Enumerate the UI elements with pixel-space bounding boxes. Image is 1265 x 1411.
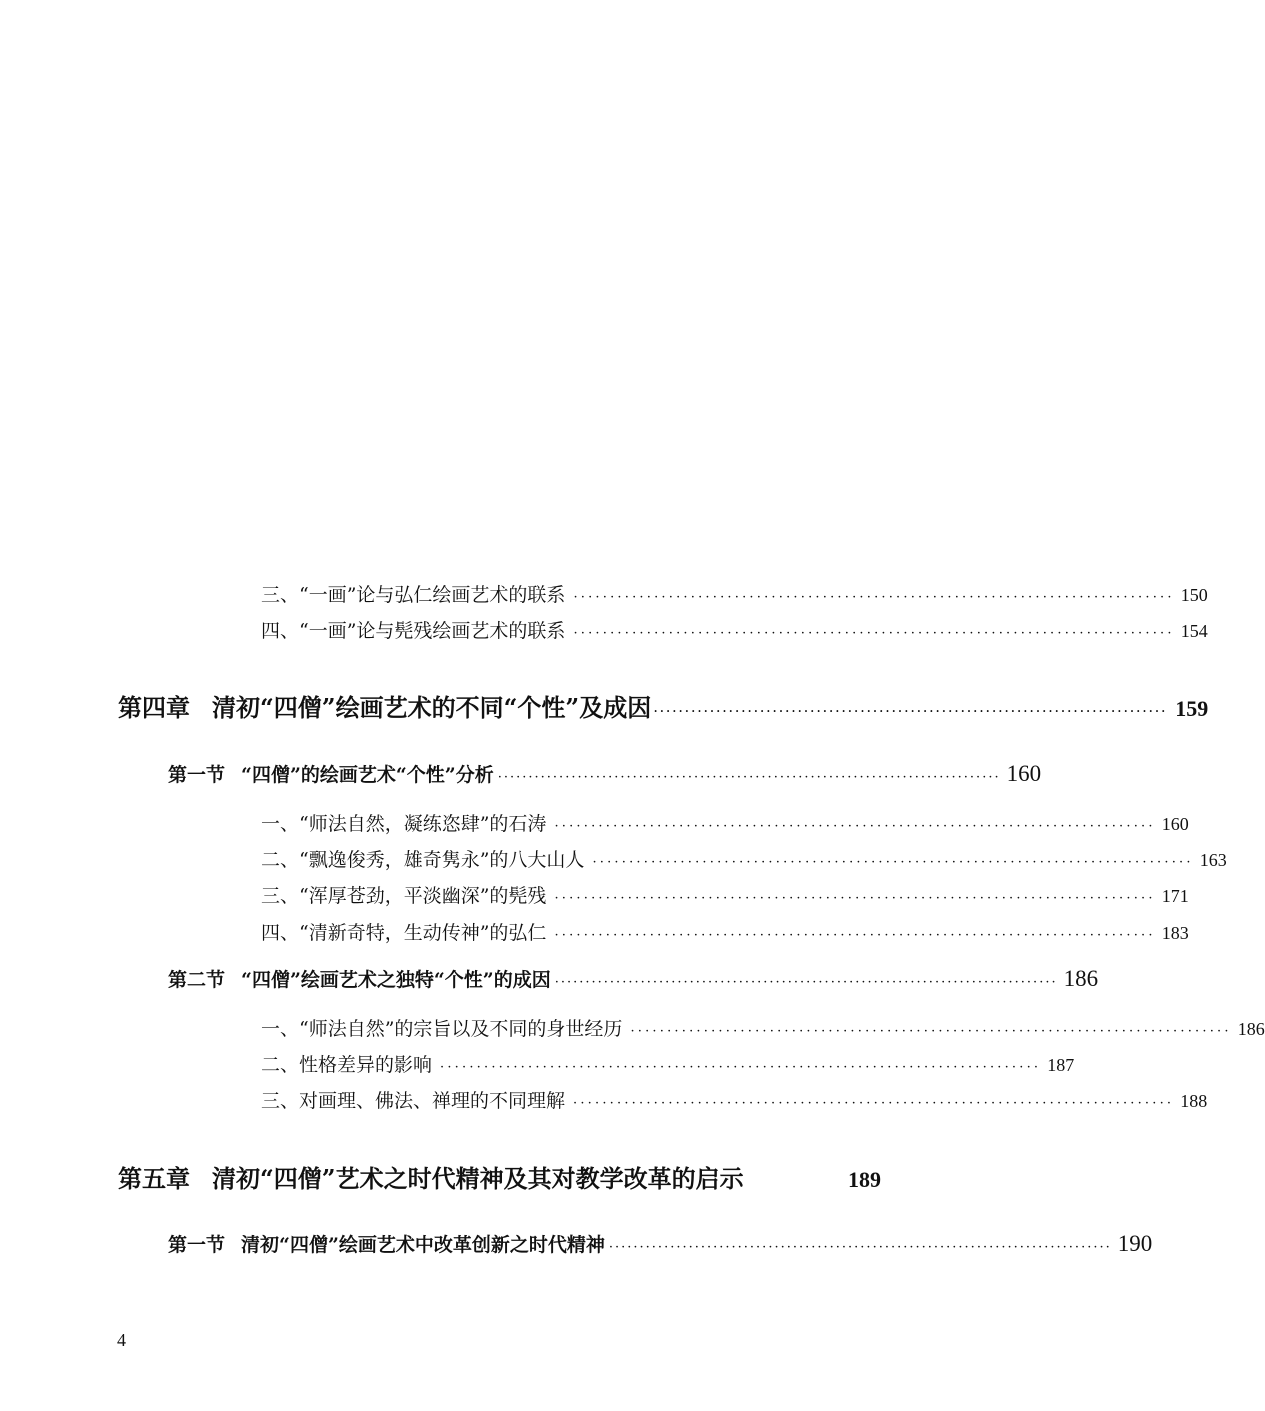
chapter-number: 第四章 [118, 693, 190, 722]
section-number: 第一节 [168, 1234, 226, 1256]
chapter-page: 159 [1175, 696, 1209, 721]
toc-item-title: 四、“一画”论与髡残绘画艺术的联系 [261, 620, 566, 642]
section-heading [168, 965, 551, 992]
leader-dots: ·················································································· [592, 855, 1194, 870]
toc-item-title: 二、“飘逸俊秀，雄奇隽永”的八大山人 [261, 849, 585, 871]
section-title: 清初“四僧”绘画艺术中改革创新之时代精神 [241, 1234, 605, 1256]
toc-item-title: 一、“师法自然”的宗旨以及不同的身世经历 [261, 1018, 623, 1040]
page-number: 4 [117, 1330, 126, 1350]
section-heading [168, 1230, 605, 1257]
toc-item-page: 150 [1180, 585, 1208, 605]
chapter-title: 清初“四僧”艺术之时代精神及其对教学改革的启示 [212, 1164, 744, 1193]
chapter-heading [118, 1159, 744, 1194]
toc-item-title: 一、“师法自然，凝练恣肆”的石涛 [261, 813, 547, 835]
toc-item-page: 171 [1161, 886, 1189, 906]
toc-section [168, 1230, 1153, 1257]
toc-item [261, 1086, 1208, 1113]
chapter-heading [118, 688, 651, 723]
toc-item [261, 809, 1189, 836]
toc-item-title: 三、对画理、佛法、禅理的不同理解 [261, 1090, 566, 1112]
toc-item [261, 845, 1227, 872]
toc-item-page: 187 [1047, 1055, 1075, 1075]
toc-section [168, 965, 1099, 992]
leader-dots: ·················································································· [653, 702, 1168, 720]
section-title: “四僧”的绘画艺术“个性”分析 [241, 764, 494, 786]
toc-item [261, 881, 1189, 908]
section-page: 160 [1006, 761, 1042, 786]
leader-dots: ·················································································· [554, 928, 1156, 943]
section-page: 186 [1063, 966, 1099, 991]
leader-dots: ·················································································· [630, 1024, 1232, 1039]
toc-item-title: 四、“清新奇特，生动传神”的弘仁 [261, 922, 547, 944]
leader-dots: ·················································································· [573, 1096, 1175, 1111]
toc-item [261, 918, 1189, 945]
section-number: 第一节 [168, 764, 226, 786]
toc-item [261, 1014, 1265, 1041]
toc-item-title: 三、“一画”论与弘仁绘画艺术的联系 [261, 584, 566, 606]
toc-item [261, 1050, 1075, 1077]
section-number: 第二节 [168, 969, 226, 991]
chapter-page: 189 [848, 1167, 881, 1192]
toc-item [261, 616, 1208, 643]
chapter-number: 第五章 [118, 1164, 190, 1193]
leader-dots: ·················································································· [608, 1240, 1112, 1255]
toc-item-page: 183 [1161, 923, 1189, 943]
toc-item-page: 160 [1161, 814, 1189, 834]
toc-chapter-4 [118, 688, 1209, 723]
leader-dots: ·················································································· [573, 626, 1175, 641]
toc-item-page: 186 [1237, 1019, 1265, 1039]
leader-dots: ·················································································· [554, 975, 1058, 990]
section-title: “四僧”绘画艺术之独特“个性”的成因 [241, 969, 551, 991]
leader-dots: ·················································································· [554, 891, 1156, 906]
toc-item-page: 163 [1199, 850, 1227, 870]
toc-item-page: 188 [1180, 1091, 1208, 1111]
toc-item-page: 154 [1180, 621, 1208, 641]
leader-dots: ·················································································· [554, 819, 1156, 834]
leader-dots: ·················································································· [497, 770, 1001, 785]
leader-dots: ·················································································· [440, 1060, 1042, 1075]
section-page: 190 [1117, 1231, 1153, 1256]
section-heading [168, 760, 494, 787]
leader-dots: ·················································································· [573, 590, 1175, 605]
toc-item-title: 三、“浑厚苍劲，平淡幽深”的髡残 [261, 885, 547, 907]
chapter-title: 清初“四僧”绘画艺术的不同“个性”及成因 [212, 693, 652, 722]
toc-section [168, 760, 1042, 787]
toc-item-title: 二、性格差异的影响 [261, 1054, 433, 1076]
toc-item [261, 580, 1208, 607]
toc-chapter-5 [118, 1159, 881, 1194]
